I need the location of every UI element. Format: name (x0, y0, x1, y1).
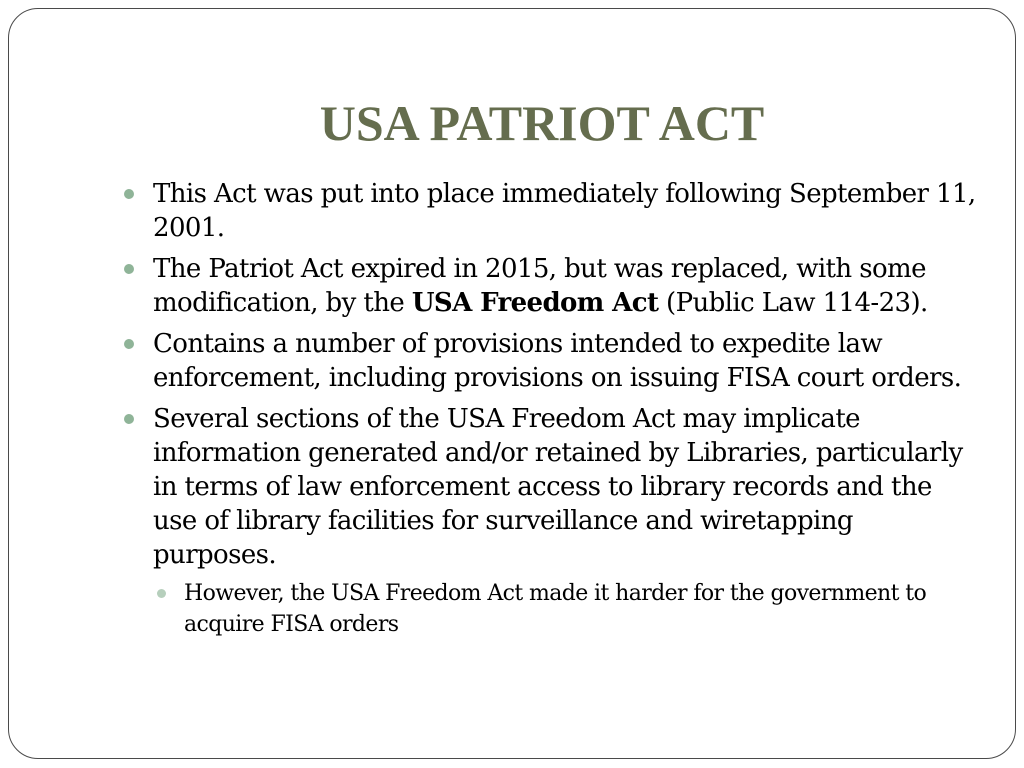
bullet-dot-icon (124, 339, 134, 349)
bullet-dot-icon (124, 189, 134, 199)
bullet-text: Contains a number of provisions intended to expedite law enforcement, including provisions on issuing FISA court orders. (153, 329, 962, 393)
list-item (121, 177, 981, 245)
slide-title: USA PATRIOT ACT (319, 95, 765, 151)
bullet-text: This Act was put into place immediately following September 11, 2001. (153, 179, 976, 243)
bullet-text: Several sections of the USA Freedom Act may implicate information generated and/or retained by Libraries, particularly in terms of law enforcement access to library records and the use of library facilities for surveillance and wiretapping purposes. (153, 404, 963, 570)
list-item (121, 402, 981, 640)
slide-content (121, 177, 981, 647)
slide-frame (8, 8, 1016, 759)
bullet-text-bold: USA Freedom Act (411, 288, 659, 318)
list-item (121, 327, 981, 395)
bullet-dot-icon (124, 264, 134, 274)
bullet-text-after: (Public Law 114-23). (658, 288, 928, 318)
bullet-text-before: The Patriot Act expired in 2015, but was replaced, with some modification, by the (153, 254, 926, 318)
bullet-dot-icon (124, 414, 134, 424)
list-item (121, 252, 981, 320)
sub-list-item (153, 578, 981, 640)
sub-bullet-text: However, the USA Freedom Act made it harder for the government to acquire FISA orders (184, 581, 927, 637)
sub-bullet-dot-icon (157, 589, 166, 598)
bullet-list (121, 177, 981, 640)
sub-bullet-list (153, 578, 981, 640)
